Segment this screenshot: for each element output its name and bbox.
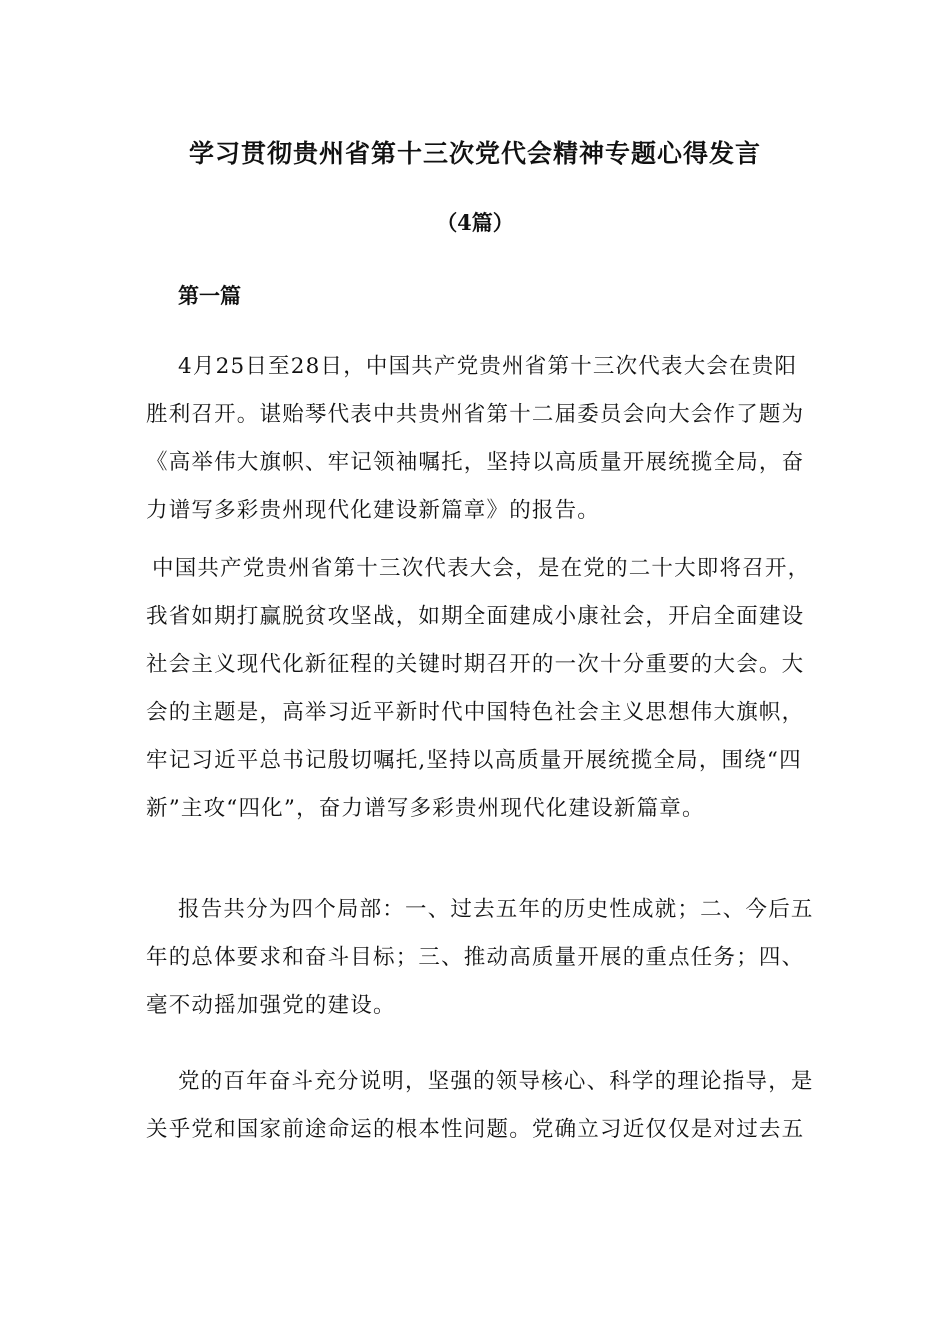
paragraph-line: 中国共产党贵州省第十三次代表大会，是在党的二十大即将召开， [152,556,811,581]
section-heading: 第一篇 [178,283,241,308]
paragraph-line: 力谱写多彩贵州现代化建设新篇章》的报告。 [146,498,601,523]
paragraph-line: 我省如期打赢脱贫攻坚战，如期全面建成小康社会，开启全面建设 [146,604,805,629]
document-subtitle: （4篇） [436,210,514,235]
paragraph-2 [146,545,822,833]
paragraph-line: 关乎党和国家前途命运的根本性问题。党确立习近仅仅是对过去五 [146,1117,805,1142]
paragraph-4 [146,1058,822,1154]
paragraph-line: 胜利召开。谌贻琴代表中共贵州省第十二届委员会向大会作了题为 [146,402,805,427]
paragraph-line: 毫不动摇加强党的建设。 [146,993,396,1018]
paragraph-line: 4月25日至28日，中国共产党贵州省第十三次代表大会在贵阳 [178,354,798,379]
paragraph-line: 会的主题是，高举习近平新时代中国特色社会主义思想伟大旗帜， [146,700,805,725]
paragraph-line: 报告共分为四个局部：一、过去五年的历史性成就；二、今后五 [178,897,814,922]
paragraph-line: 《高举伟大旗帜、牢记领袖嘱托，坚持以高质量开展统揽全局，奋 [146,450,805,475]
paragraph-line: 新”主攻“四化”，奋力谱写多彩贵州现代化建设新篇章。 [146,796,705,821]
paragraph-line: 社会主义现代化新征程的关键时期召开的一次十分重要的大会。大 [146,652,805,677]
paragraph-1 [146,343,822,535]
paragraph-3 [146,886,822,1030]
paragraph-line: 牢记习近平总书记殷切嘱托,坚持以高质量开展统揽全局，围绕“四 [146,748,802,773]
paragraph-line: 党的百年奋斗充分说明，坚强的领导核心、科学的理论指导，是 [178,1069,814,1094]
document-title: 学习贯彻贵州省第十三次党代会精神专题心得发言 [188,139,761,168]
paragraph-line: 年的总体要求和奋斗目标；三、推动高质量开展的重点任务；四、 [146,945,805,970]
